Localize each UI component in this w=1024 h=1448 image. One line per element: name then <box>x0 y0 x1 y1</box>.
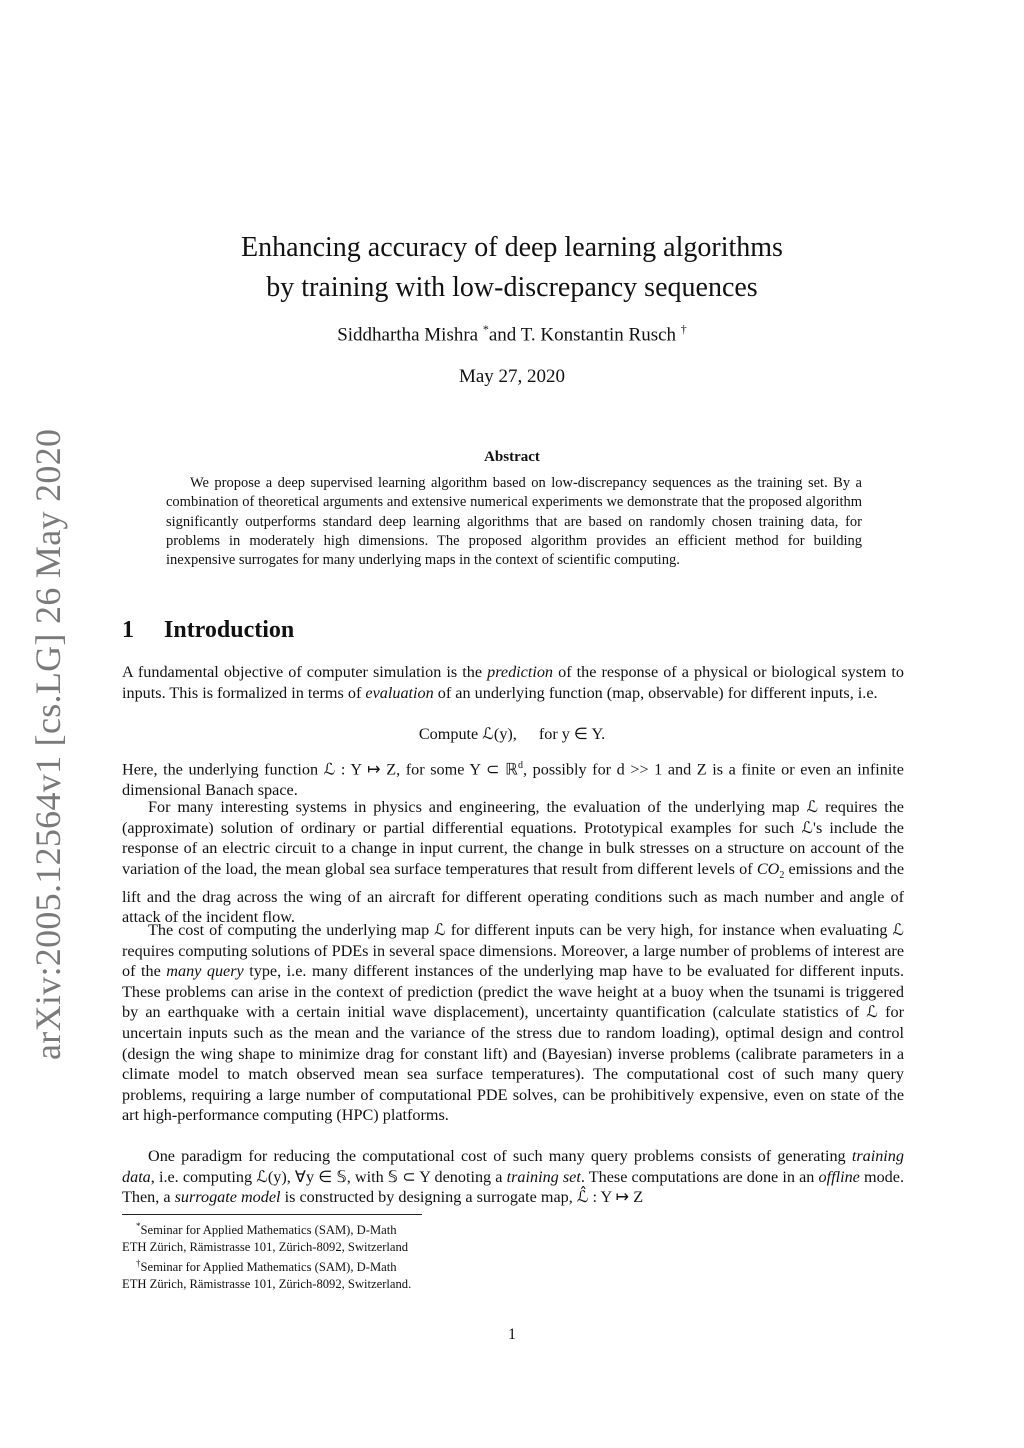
para-1-emphasis-evaluation: evaluation <box>365 683 434 702</box>
paragraph-4 <box>122 920 904 1126</box>
footnotes <box>122 1218 622 1293</box>
para-3-text-a: For many interesting systems in physics and engineering, the evaluation of the underlying map ℒ requires the (approximate) solution of ordinary or partial differential equations. Prototypical examples for such ℒ's include the response of an electric circuit to a change in input current, the change in bulk stresses on a structure on account of the variation of the load, the mean global sea surface temperatures that result from different levels of <box>122 798 904 878</box>
footnote-1-line-1 <box>122 1218 622 1239</box>
para-1-text-a: A fundamental objective of computer simulation is the <box>122 663 488 681</box>
para-5-text-d: mode. Then, a <box>122 1167 904 1207</box>
abstract-text: We propose a deep supervised learning algorithm based on low-discrepancy sequences as the training set. By a combination of theoretical arguments and extensive numerical experiments we demonstrate that the proposed algorithm significantly outperforms standard deep learning algorithms that are based on randomly chosen training data, for problems in moderately high dimensions. The proposed algorithm provides an efficient method for building inexpensive surrogates for many underlying maps in the context of scientific computing. <box>166 475 862 569</box>
section-number: 1 <box>122 617 134 643</box>
footnote-1-mark: * <box>136 1221 141 1231</box>
para-2-text-b: , possibly for d >> 1 and Z is a finite or even an infinite dimensional Banach space. <box>122 760 904 799</box>
para-3-co2: CO <box>756 859 780 878</box>
author-2-footnote-mark: † <box>680 322 687 336</box>
para-4-emphasis-many-query: many query <box>166 962 244 981</box>
author-1-footnote-mark: * <box>482 322 489 336</box>
author-1-name: Siddhartha Mishra <box>337 324 483 346</box>
paper-title <box>0 228 1024 308</box>
para-5-text-a: One paradigm for reducing the computational cost of such many query problems consists of generating <box>148 1147 852 1165</box>
author-list <box>0 322 1024 346</box>
arxiv-identifier-stamp: arXiv:2005.12564v1 [cs.LG] 26 May 2020 <box>28 428 68 1060</box>
section-heading <box>122 617 294 644</box>
paragraph-2 <box>122 756 904 801</box>
display-equation <box>0 724 1024 744</box>
para-1-emphasis-prediction: prediction <box>487 663 554 681</box>
equation-rhs: for y ∈ Y. <box>538 725 606 743</box>
section-title: Introduction <box>164 617 295 643</box>
para-5-text-b: , i.e. computing ℒ(y), ∀y ∈ 𝕊, with 𝕊 ⊂ Y denoting a <box>150 1167 507 1186</box>
footnote-2-line-1 <box>122 1255 622 1276</box>
paper-date: May 27, 2020 <box>458 366 566 387</box>
footnote-rule <box>122 1214 422 1215</box>
para-2-text-a: Here, the underlying function ℒ : Y ↦ Z, for some Y ⊂ ℝ <box>122 760 518 779</box>
page-number: 1 <box>508 1326 516 1343</box>
para-1-text-b: of the response of a physical or biological system to inputs. This is formalized in terms of <box>122 663 904 702</box>
para-3-subscript: 2 <box>779 870 785 882</box>
para-5-text-c: . These computations are done in an <box>580 1167 819 1186</box>
para-5-emphasis-offline: offline <box>818 1167 860 1186</box>
para-5-emphasis-surrogate-model: surrogate model <box>174 1188 281 1207</box>
footnote-2-mark: † <box>136 1258 141 1269</box>
author-connector: and T. Konstantin Rusch <box>488 324 681 346</box>
para-5-text-e: is constructed by designing a surrogate map, ℒ̂ : Y ↦ Z <box>280 1188 644 1207</box>
para-5-emphasis-training-data: training data <box>122 1147 904 1186</box>
footnote-2-text-a: Seminar for Applied Mathematics (SAM), D-Math <box>140 1260 397 1275</box>
para-4-text-b: type, i.e. many different instances of the underlying map have to be evaluated for different inputs. These problems can arise in the context of prediction (predict the wave height at a buoy when the tsunami is triggered by an earthquake with a certain initial wave displacement), uncertainty quantification (calculate statistics of ℒ for uncertain inputs such as the mean and the variance of the stress due to random loading), optimal design and control (design the wing shape to minimize drag for constant lift) and (Bayesian) inverse problems (calibrate parameters in a climate model to match observed mean sea surface temperatures). The computational cost of such many query problems, requiring a large number of computational PDE solves, can be prohibitively expensive, even on state of the art high-performance computing (HPC) platforms. <box>122 962 905 1125</box>
footnote-2-line-2: ETH Zürich, Rämistrasse 101, Zürich-8092, Switzerland. <box>122 1277 412 1292</box>
para-4-text-a: The cost of computing the underlying map ℒ for different inputs can be very high, for instance when evaluating ℒ requires computing solutions of PDEs in several space dimensions. Moreover, a large number of problems of interest are of the <box>122 921 904 981</box>
para-2-superscript: d <box>518 760 523 771</box>
para-5-emphasis-training-set: training set <box>506 1167 581 1186</box>
footnote-1-text-a: Seminar for Applied Mathematics (SAM), D-Math <box>140 1223 397 1238</box>
para-1-text-c: of an underlying function (map, observable) for different inputs, i.e. <box>433 683 878 702</box>
paragraph-1 <box>122 662 904 703</box>
paragraph-5 <box>122 1146 904 1208</box>
title-line-1: Enhancing accuracy of deep learning algorithms <box>241 232 783 263</box>
paragraph-3 <box>122 797 904 928</box>
title-line-2: by training with low-discrepancy sequences <box>266 272 758 303</box>
equation-lhs: Compute ℒ(y), <box>418 725 517 743</box>
abstract-heading: Abstract <box>484 449 540 465</box>
para-3-text-b: emissions and the lift and the drag across the wing of an aircraft for different operating conditions such as mach number and angle of attack of the incident flow. <box>122 859 904 927</box>
footnote-1-line-2: ETH Zürich, Rämistrasse 101, Zürich-8092, Switzerland <box>122 1239 409 1254</box>
